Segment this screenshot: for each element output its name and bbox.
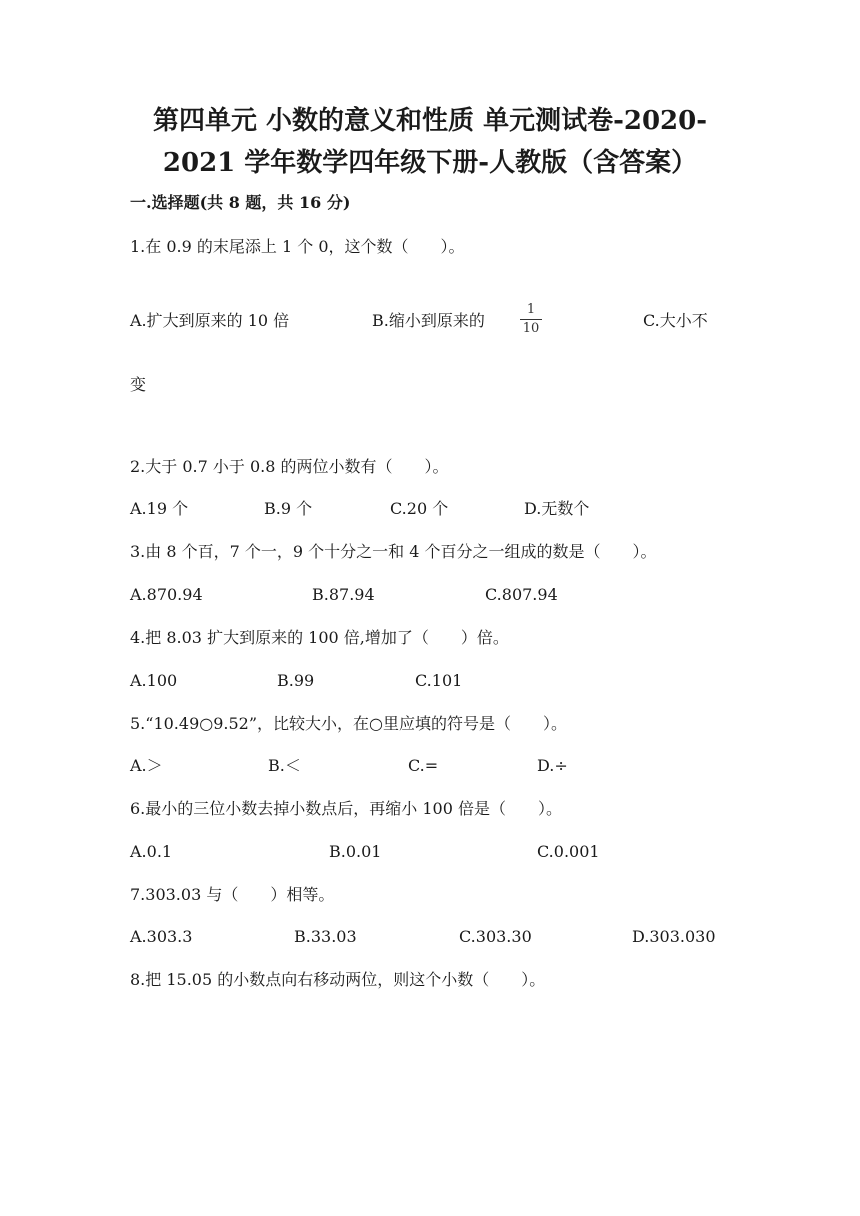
question-6-option-a: A.0.1 [130,842,173,861]
question-5-stem: 5.“10.49○9.52”，比较大小，在○里应填的符号是（ ）。 [130,714,567,733]
question-5-option-d: D.÷ [537,756,568,775]
question-1-option-a: A.扩大到原来的 10 倍 [130,311,290,330]
question-7-option-a: A.303.3 [130,927,193,946]
fraction-numerator: 1 [526,302,536,317]
question-7-stem: 7.303.03 与（ ）相等。 [130,885,335,904]
question-3-option-a: A.870.94 [130,585,203,604]
question-5-option-c: C.= [408,756,439,775]
question-6-stem: 6.最小的三位小数去掉小数点后，再缩小 100 倍是（ ）。 [130,799,562,818]
title-line-1: 第四单元 小数的意义和性质 单元测试卷-2020- [152,106,708,136]
question-4-option-b: B.99 [277,671,315,690]
question-5-option-a: A.＞ [130,756,163,775]
question-8-stem: 8.把 15.05 的小数点向右移动两位，则这个小数（ ）。 [130,970,546,989]
question-1-option-c: C.大小不 [643,311,708,330]
question-7-option-c: C.303.30 [459,927,532,946]
fraction-denominator: 10 [522,321,540,336]
question-2-option-a: A.19 个 [130,499,189,518]
fraction-one-tenth [518,302,544,337]
question-4-stem: 4.把 8.03 扩大到原来的 100 倍,增加了（ ）倍。 [130,628,509,647]
question-6-option-c: C.0.001 [537,842,600,861]
question-2-option-b: B.9 个 [264,499,313,518]
question-7-option-d: D.303.030 [632,927,716,946]
document-title [90,100,770,184]
question-1-stem: 1.在 0.9 的末尾添上 1 个 0，这个数（ ）。 [130,237,465,256]
question-1-option-c-wrap: 变 [130,375,147,394]
section-heading: 一.选择题(共 8 题，共 16 分) [130,193,351,212]
question-6-option-b: B.0.01 [329,842,382,861]
question-2-option-d: D.无数个 [524,499,590,518]
question-5-option-b: B.＜ [268,756,301,775]
question-3-option-c: C.807.94 [485,585,558,604]
question-2-option-c: C.20 个 [390,499,449,518]
title-line-2: 2021 学年数学四年级下册-人教版（含答案） [162,148,698,178]
question-7-option-b: B.33.03 [294,927,357,946]
question-2-stem: 2.大于 0.7 小于 0.8 的两位小数有（ ）。 [130,457,449,476]
question-3-stem: 3.由 8 个百，7 个一，9 个十分之一和 4 个百分之一组成的数是（ ）。 [130,542,657,561]
question-4-option-a: A.100 [130,671,178,690]
question-1-option-b: B.缩小到原来的 [372,311,485,330]
question-3-option-b: B.87.94 [312,585,375,604]
fraction-bar [520,319,542,320]
question-4-option-c: C.101 [415,671,463,690]
